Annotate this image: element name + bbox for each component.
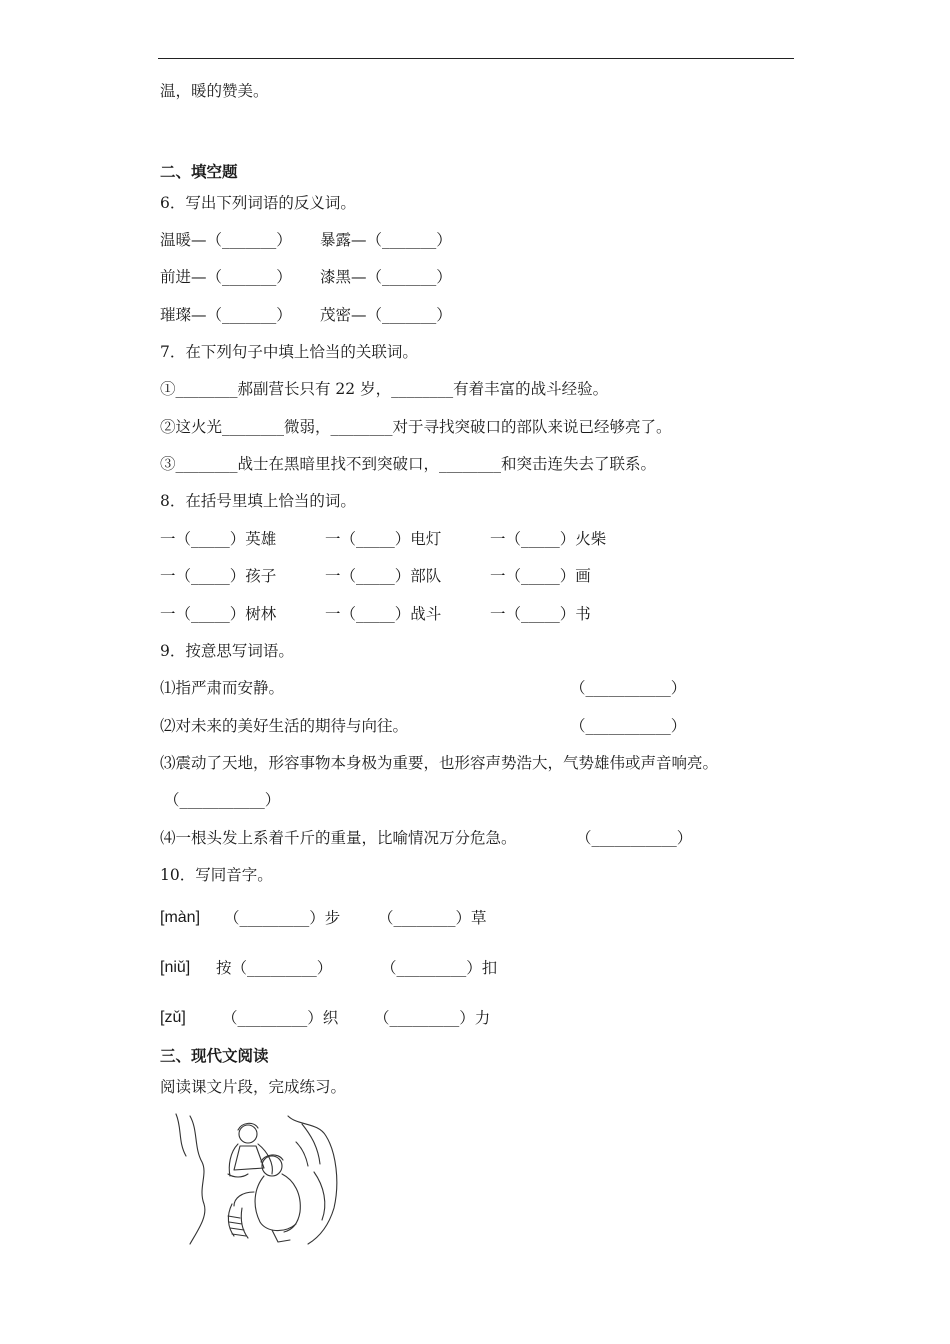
section-heading-reading: 三、现代文阅读 <box>160 1047 269 1065</box>
q9-prompt: 9．按意思写词语。 <box>160 642 294 660</box>
q8-item: 一（_____）英雄 <box>160 530 277 548</box>
q6-prompt: 6．写出下列词语的反义词。 <box>160 194 356 212</box>
q6-item: 暴露—（_______） <box>320 231 452 249</box>
q8-item: 一（_____）画 <box>490 567 591 585</box>
q9-item-blank: （___________） <box>570 679 687 697</box>
q9-item-blank: （___________） <box>164 791 281 809</box>
q10-pinyin: [niǔ] <box>160 959 191 976</box>
q8-item: 一（_____）书 <box>490 605 591 623</box>
q6-item: 璀璨—（_______） <box>160 306 292 324</box>
q10-blank: （_________）力 <box>374 1009 491 1027</box>
q8-item: 一（_____）电灯 <box>325 530 442 548</box>
q8-item: 一（_____）部队 <box>325 567 442 585</box>
q7-item: ③________战士在黑暗里找不到突破口，________和突击连失去了联系。 <box>160 455 657 473</box>
q8-prompt: 8．在括号里填上恰当的词。 <box>160 492 356 510</box>
reading-instruction: 阅读课文片段，完成练习。 <box>160 1078 347 1096</box>
q9-item-blank: （___________） <box>576 829 693 847</box>
q7-item: ①________郝副营长只有 22 岁，________有着丰富的战斗经验。 <box>160 380 609 398</box>
q7-prompt: 7．在下列句子中填上恰当的关联词。 <box>160 343 418 361</box>
q10-pinyin: [zǔ] <box>160 1009 186 1026</box>
section-heading-fill-blank: 二、填空题 <box>160 163 238 181</box>
q10-blank: （_________）扣 <box>381 959 498 977</box>
soldiers-illustration <box>168 1112 344 1246</box>
q9-item-text: ⑷一根头发上系着千斤的重量，比喻情况万分危急。 <box>160 829 517 847</box>
q10-blank: （_________）织 <box>222 1009 339 1027</box>
q8-item: 一（_____）树林 <box>160 605 277 623</box>
q9-item-blank: （___________） <box>570 717 687 735</box>
q8-item: 一（_____）孩子 <box>160 567 277 585</box>
q9-item-text: ⑵对未来的美好生活的期待与向往。 <box>160 717 409 735</box>
carryover-text: 温，暖的赞美。 <box>160 82 269 100</box>
q8-item: 一（_____）战斗 <box>325 605 442 623</box>
q10-prompt: 10．写同音字。 <box>160 866 273 884</box>
q10-blank: （________）草 <box>378 909 487 927</box>
q6-item: 茂密—（_______） <box>320 306 452 324</box>
q9-item-text: ⑴指严肃而安静。 <box>160 679 285 697</box>
header-rule <box>158 58 794 59</box>
q9-item-text: ⑶震动了天地，形容事物本身极为重要，也形容声势浩大，气势雄伟或声音响亮。 <box>160 754 719 772</box>
q6-item: 前进—（_______） <box>160 268 292 286</box>
q7-item: ②这火光________微弱，________对于寻找突破口的部队来说已经够亮了。 <box>160 418 672 436</box>
q10-blank: （_________）步 <box>224 909 341 927</box>
q6-item: 温暖—（_______） <box>160 231 292 249</box>
q8-item: 一（_____）火柴 <box>490 530 607 548</box>
q10-blank: 按（_________） <box>216 959 333 977</box>
q6-item: 漆黑—（_______） <box>320 268 452 286</box>
q10-pinyin: [màn] <box>160 909 201 926</box>
